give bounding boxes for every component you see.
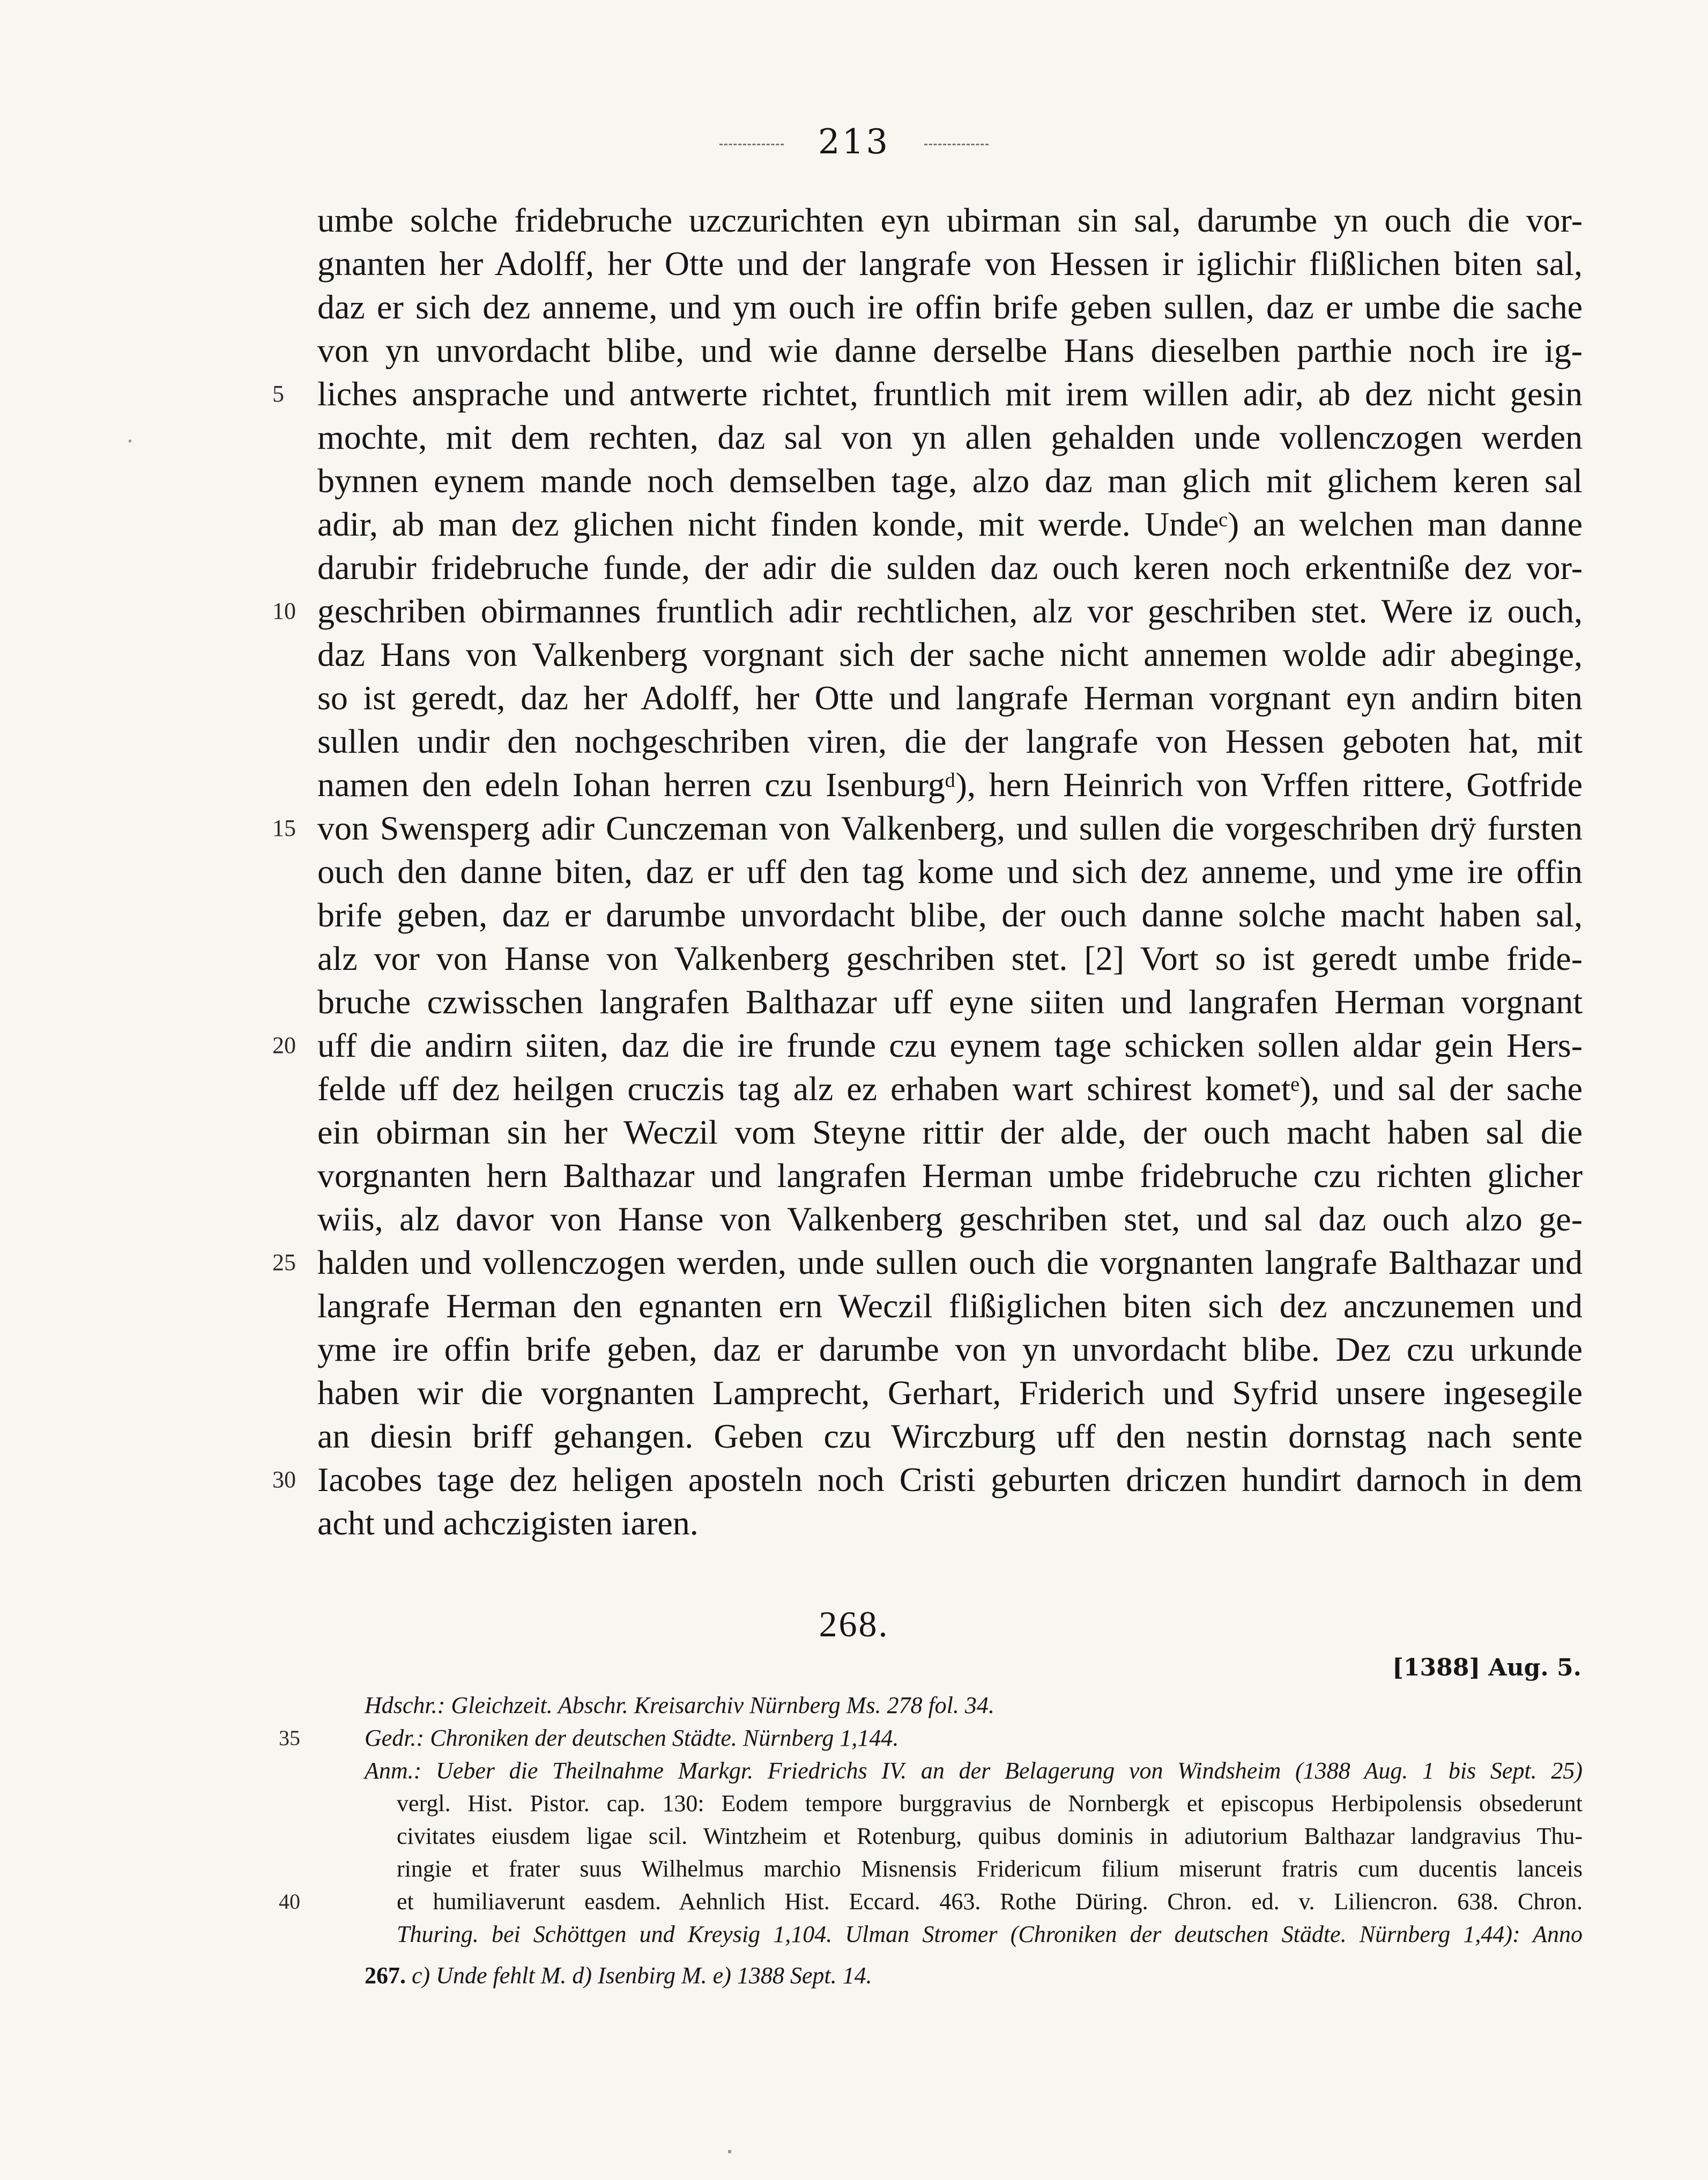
line-text: bynnen eynem mande noch demselben tage, alzo daz man glich mit glichem keren sal [317,462,1583,500]
line-text: liches ansprache und antwerte richtet, fruntlich mit irem willen adir, ab dez nicht gesin [317,375,1583,413]
text-line [317,1501,1583,1545]
line-number: 30 [272,1466,296,1493]
line-text: wiis, alz davor von Hanse von Valkenberg geschriben stet, und sal daz ouch alzo ge- [317,1200,1583,1238]
line-text: adir, ab man dez glichen nicht finden konde, mit werde. Undeᶜ) an welchen man danne [317,505,1583,543]
line-number: 15 [272,815,296,841]
text-line [317,1328,1583,1371]
line-text: von Swensperg adir Cunczeman von Valkenberg, und sullen die vorgeschriben drÿ fursten [317,809,1583,847]
critical-apparatus [279,1689,1583,1951]
text-line [317,198,1583,242]
footnote-text: c) Unde fehlt M. d) Isenbirg M. e) 1388 Sept. 14. [412,1962,872,1989]
apparatus-line [365,1852,1583,1885]
document-number: 268. [819,1604,889,1644]
apparatus-line [365,1820,1583,1852]
header-rule-left [719,144,784,145]
line-text: daz er sich dez anneme, und ym ouch ire offin brife geben sullen, daz er umbe die sache [317,288,1583,326]
text-line [317,242,1583,285]
line-number: 40 [279,1889,300,1914]
line-text: namen den edeln Iohan herren czu Isenburgᵈ), hern Heinrich von Vrffen rittere, Gotfride [317,766,1583,804]
text-line [317,893,1583,937]
line-text: acht und achczigisten iaren. [317,1504,699,1542]
apparatus-text: Hdschr.: Gleichzeit. Abschr. Kreisarchiv Nürnberg Ms. 278 fol. 34. [365,1692,994,1718]
line-text: umbe solche fridebruche uzczurichten eyn ubirman sin sal, darumbe yn ouch die vor- [317,201,1583,239]
apparatus-line [279,1885,1583,1918]
apparatus-line [365,1787,1583,1820]
apparatus-line [365,1918,1583,1951]
page-header [0,122,1708,162]
line-text: ein obirman sin her Weczil vom Steyne rittir der alde, der ouch macht haben sal die [317,1113,1583,1151]
text-line [317,1284,1583,1328]
apparatus-line [365,1754,1583,1787]
line-text: mochte, mit dem rechten, daz sal von yn allen gehalden unde vollenczogen werden [317,418,1583,456]
text-line [317,1067,1583,1110]
line-text: bruche czwisschen langrafen Balthazar uff eyne siiten und langrafen Herman vorgnant [317,983,1583,1021]
line-text: felde uff dez heilgen cruczis tag alz ez erhaben wart schirest kometᵉ), und sal der sache [317,1070,1583,1108]
line-text: geschriben obirmannes fruntlich adir rechtlichen, alz vor geschriben stet. Were iz ouch, [317,592,1583,630]
text-line [317,1414,1583,1458]
line-text: gnanten her Adolff, her Otte und der langrafe von Hessen ir iglichir flißlichen biten sal, [317,244,1583,283]
line-number: 5 [272,381,284,407]
page-number: 213 [818,122,890,162]
apparatus-line [279,1722,1583,1754]
text-line [317,1197,1583,1241]
line-text: haben wir die vorgnanten Lamprecht, Gerhart, Friderich und Syfrid unsere ingesegile [317,1374,1583,1412]
text-line [317,720,1583,763]
text-line [272,1241,1583,1284]
text-line [317,1154,1583,1197]
apparatus-text: Thuring. bei Schöttgen und Kreysig 1,104. Ulman Stromer (Chroniken der deutschen Städte. Nürnberg 1,44): Anno [397,1921,1583,1947]
text-line [317,633,1583,676]
line-text: daz Hans von Valkenberg vorgnant sich der sache nicht annemen wolde adir abeginge, [317,635,1583,673]
line-text: uff die andirn siiten, daz die ire frunde czu eynem tage schicken sollen aldar gein Hers- [317,1026,1583,1064]
line-text: von yn unvordacht blibe, und wie danne derselbe Hans dieselben parthie noch ire ig- [317,331,1583,369]
text-line [317,763,1583,806]
text-line [317,850,1583,893]
apparatus-text: civitates eiusdem ligae scil. Wintzheim et Rotenburg, quibus dominis in adiutorium Balthazar landgravius Thu- [397,1823,1583,1849]
line-text: Iacobes tage dez heligen aposteln noch Cristi geburten driczen hundirt darnoch in dem [317,1460,1583,1499]
footnote-ref: 267. [365,1962,406,1989]
apparatus-line [365,1689,1583,1722]
line-text: langrafe Herman den egnanten ern Weczil flißiglichen biten sich dez anczunemen und [317,1287,1583,1325]
line-text: darubir fridebruche funde, der adir die sulden daz ouch keren noch erkentniße dez vor- [317,548,1583,587]
document-date: [1388] Aug. 5. [1392,1654,1581,1681]
text-line [317,1371,1583,1414]
footnotes [365,1960,1583,1992]
text-line [317,676,1583,720]
line-number: 35 [279,1726,300,1750]
text-line [272,1458,1583,1501]
line-number: 10 [272,598,296,624]
line-text: brife geben, daz er darumbe unvordacht blibe, der ouch danne solche macht haben sal, [317,896,1583,934]
line-number: 25 [272,1249,296,1276]
line-text: halden und vollenczogen werden, unde sullen ouch die vorgnanten langrafe Balthazar und [317,1243,1583,1281]
text-line [272,372,1583,416]
line-text: yme ire offin brife geben, daz er darumbe von yn unvordacht blibe. Dez czu urkunde [317,1330,1583,1368]
text-line [317,285,1583,329]
scan-speck [129,440,131,442]
apparatus-text: ringie et frater suus Wilhelmus marchio Misnensis Fridericum filium miserunt fratris cum ducentis lanceis [397,1856,1583,1882]
text-line [317,546,1583,589]
header-rule-right [924,144,989,145]
line-number: 20 [272,1032,296,1058]
apparatus-text: vergl. Hist. Pistor. cap. 130: Eodem tempore burggravius de Nornbergk et episcopus Herbipolensis obsederunt [397,1790,1583,1816]
text-line [317,937,1583,980]
text-line [317,329,1583,372]
apparatus-text: Gedr.: Chroniken der deutschen Städte. Nürnberg 1,144. [365,1725,899,1751]
line-text: vorgnanten hern Balthazar und langrafen Herman umbe fridebruche czu richten glicher [317,1156,1583,1195]
line-text: so ist geredt, daz her Adolff, her Otte und langrafe Herman vorgnant eyn andirn biten [317,679,1583,717]
line-text: alz vor von Hanse von Valkenberg geschriben stet. [2] Vort so ist geredt umbe fride- [317,939,1583,977]
line-text: sullen undir den nochgeschriben viren, die der langrafe von Hessen geboten hat, mit [317,722,1583,760]
text-line [317,1110,1583,1154]
text-line [272,1024,1583,1067]
text-line [317,416,1583,459]
text-line [317,980,1583,1024]
apparatus-text: et humiliaverunt easdem. Aehnlich Hist. Eccard. 463. Rothe Düring. Chron. ed. v. Liliencron. 638. Chron. [397,1888,1583,1915]
main-text-block [272,198,1583,1545]
text-line [272,589,1583,633]
line-text: ouch den danne biten, daz er uff den tag kome und sich dez anneme, und yme ire offin [317,852,1583,891]
text-line [317,459,1583,502]
text-line [272,806,1583,850]
scan-speck [728,2150,731,2153]
apparatus-text: Anm.: Ueber die Theilnahme Markgr. Friedrichs IV. an der Belagerung von Windsheim (1388 Aug. 1 bis Sept. 25) [365,1758,1583,1784]
line-text: an diesin briff gehangen. Geben czu Wirczburg uff den nestin dornstag nach sente [317,1417,1583,1455]
text-line [317,502,1583,546]
